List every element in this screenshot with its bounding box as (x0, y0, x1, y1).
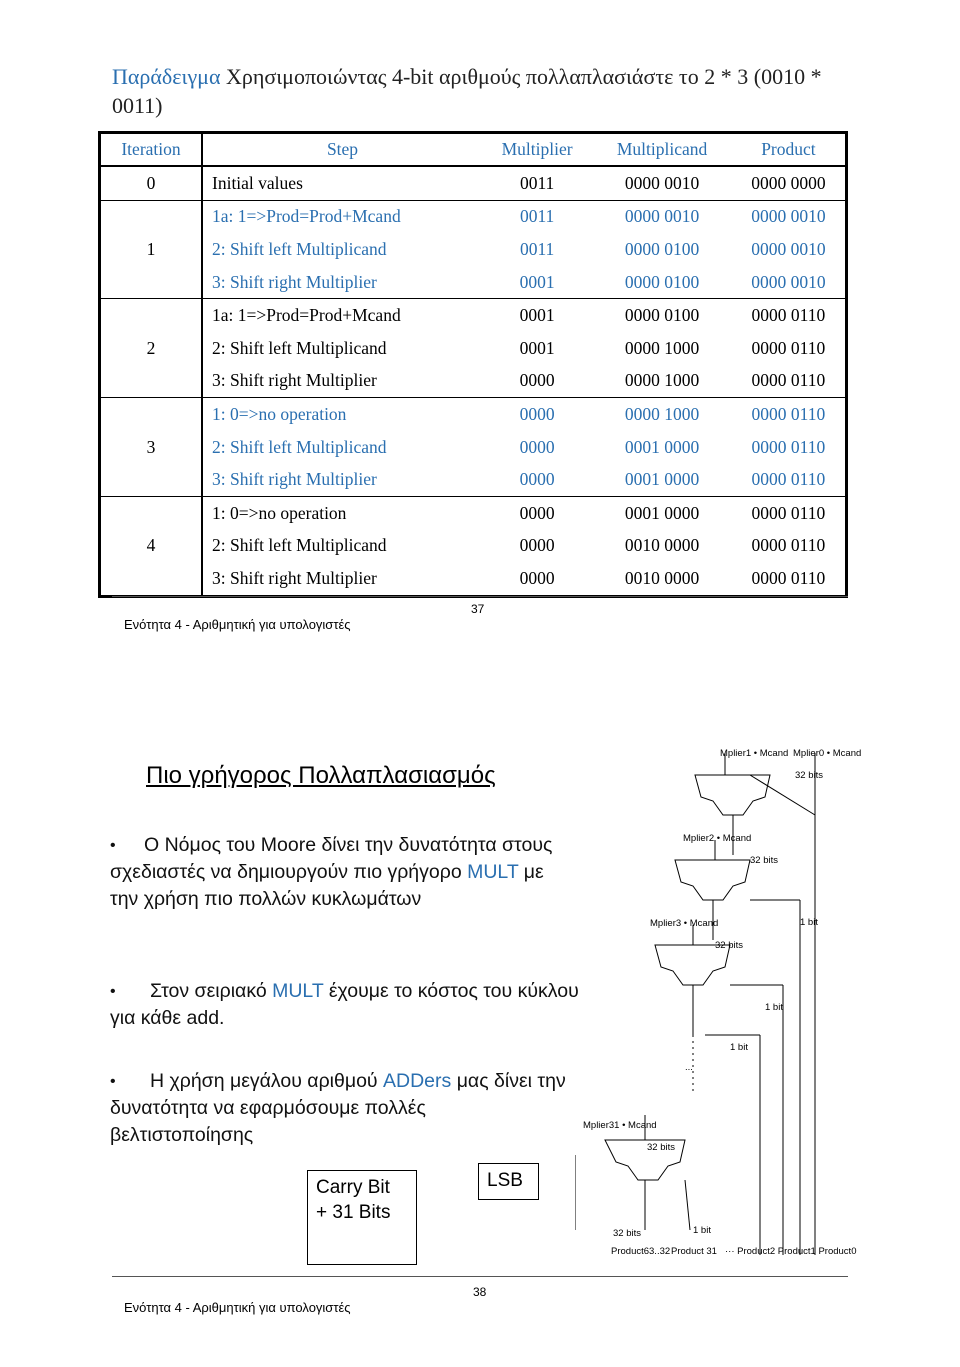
multiplier-cell: 0000 (519, 469, 555, 490)
multiplier-cell: 0011 (519, 238, 555, 259)
multiplicand-cell: 0001 0000 (624, 469, 700, 490)
step-cell: 2: Shift left Multiplicand (212, 436, 387, 457)
header-iteration: Iteration (100, 133, 203, 167)
step-cell: 1a: 1=>Prod=Prod+Mcand (202, 200, 482, 233)
adder-tree-diagram (575, 735, 865, 1267)
product-cell: 0000 0110 (751, 370, 826, 391)
title-rest: Χρησιμοποιώντας 4-bit αριθμούς πολλαπλασιάστε το 2 * 3 (0010 * 0011) (112, 64, 822, 118)
table-row (100, 463, 847, 496)
multiplier-cell: 0001 (519, 337, 555, 358)
label-32bits-2: 32 bits (750, 855, 778, 866)
slide1-title (112, 62, 832, 120)
bullet-2 (110, 978, 580, 1032)
iteration-cell (100, 562, 203, 596)
label-product-high: Product63..32 (611, 1246, 671, 1257)
table-row (100, 166, 847, 200)
product-cell: 0000 0010 (732, 200, 847, 233)
multiplier-cell: 0000 (519, 370, 555, 391)
step-cell: 2: Shift left Multiplicand (212, 238, 387, 259)
bullet-dot: • (110, 983, 116, 1000)
multiplicand-cell: 0000 0100 (624, 271, 700, 292)
iteration-cell (100, 299, 203, 332)
lsb-box: LSB (478, 1163, 539, 1200)
slide2-footer-rule (112, 1276, 848, 1277)
bullet-2-text-a: Στον σειριακό (150, 980, 273, 1002)
bullet-1-text-b: με την χρήση πιο πολλών κυκλωμάτων (110, 861, 544, 910)
product-cell: 0000 0110 (732, 299, 847, 332)
adder-1-shape (695, 775, 770, 815)
multiplier-cell: 0001 (519, 271, 555, 292)
slide1-footer: Ενότητα 4 - Αριθμητική για υπολογιστές (124, 617, 351, 632)
label-32bits-4: 32 bits (647, 1142, 675, 1153)
label-dots: ... (685, 1062, 693, 1073)
header-product: Product (732, 133, 847, 167)
slide2-page-number: 38 (473, 1285, 487, 1299)
table-row (100, 530, 847, 563)
adder-3-shape (655, 945, 730, 985)
step-cell: 2: Shift left Multiplicand (212, 337, 387, 358)
label-1bit-1: 1 bit (800, 917, 818, 928)
iteration-cell: 4 (100, 530, 203, 563)
multiplicand-cell: 0001 0000 (624, 436, 700, 457)
table-row (100, 496, 847, 529)
label-1bit-2: 1 bit (765, 1002, 783, 1013)
header-step: Step (202, 133, 482, 167)
step-cell: 2: Shift left Multiplicand (212, 535, 387, 556)
bullet-2-highlight: MULT (272, 980, 324, 1002)
iteration-cell (100, 266, 203, 299)
label-mplier0: Mplier0 • Mcand (793, 748, 862, 759)
iteration-cell (100, 365, 203, 398)
product-cell: 0000 0110 (751, 567, 826, 588)
product31-line (685, 1180, 690, 1230)
multiplicand-cell: 0000 0010 (592, 200, 732, 233)
iteration-cell: 0 (100, 166, 203, 200)
table-header-row (100, 133, 847, 167)
multiplicand-cell: 0000 1000 (624, 337, 700, 358)
step-cell: 1: 0=>no operation (202, 398, 482, 431)
multiplicand-cell: 0010 0000 (624, 567, 700, 588)
bullet-2-text-b: έχουμε το κόστος του κύκλου για κάθε add. (110, 980, 579, 1029)
label-mplier3: Mplier3 • Mcand (650, 918, 719, 929)
iteration-cell: 2 (100, 332, 203, 365)
step-cell: 1: 0=>no operation (202, 496, 482, 529)
label-32bits-3: 32 bits (715, 940, 743, 951)
iteration-cell: 1 (100, 233, 203, 266)
product-cell: 0000 0110 (751, 337, 826, 358)
label-mplier2: Mplier2 • Mcand (683, 833, 752, 844)
table-row (100, 299, 847, 332)
title-prefix: Παράδειγμα (112, 64, 221, 89)
table-row (100, 431, 847, 464)
slide1-page-number: 37 (471, 602, 485, 616)
slide1-footer-rule (112, 596, 848, 597)
step-cell: 1a: 1=>Prod=Prod+Mcand (202, 299, 482, 332)
multiplier-cell: 0001 (482, 299, 592, 332)
label-mplier31: Mplier31 • Mcand (583, 1120, 657, 1131)
multiplier-cell: 0000 (519, 436, 555, 457)
multiplicand-cell: 0010 0000 (624, 535, 700, 556)
bullet-1-text-a: Ο Νόμος του Moore δίνει την δυνατότητα στους σχεδιαστές να δημιουργούν πιο γρήγορο (110, 834, 553, 883)
bullet-dot: • (110, 1073, 116, 1090)
table-row (100, 562, 847, 596)
step-cell: Initial values (212, 172, 303, 193)
product-cell: 0000 0110 (732, 496, 847, 529)
step-cell: 3: Shift right Multiplier (212, 370, 377, 391)
multiplier-cell: 0011 (519, 172, 555, 193)
product-cell: 0000 0110 (732, 398, 847, 431)
bullet-3-text-a: Η χρήση μεγάλου αριθμού (150, 1070, 384, 1092)
slide2-title: Πιο γρήγορος Πολλαπλασιασμός (146, 762, 496, 789)
step-cell: 3: Shift right Multiplier (212, 271, 377, 292)
multiplicand-cell: 0000 0100 (592, 299, 732, 332)
product-cell: 0000 0110 (751, 436, 826, 457)
bullet-1-highlight: MULT (467, 861, 519, 883)
step-cell: 3: Shift right Multiplier (212, 469, 377, 490)
product-cell: 0000 0010 (751, 271, 826, 292)
iteration-cell (100, 496, 203, 529)
table-row (100, 365, 847, 398)
step-cell: 3: Shift right Multiplier (212, 567, 377, 588)
multiplicand-cell: 0000 0100 (624, 238, 700, 259)
bullet-3-highlight: ADDers (383, 1070, 452, 1092)
label-1bit-4: 1 bit (693, 1225, 711, 1236)
table-row (100, 233, 847, 266)
carry-bit-box: Carry Bit + 31 Bits (307, 1170, 417, 1265)
multiplicand-cell: 0000 0010 (624, 172, 700, 193)
slide2-footer: Ενότητα 4 - Αριθμητική για υπολογιστές (124, 1300, 351, 1315)
table-row (100, 266, 847, 299)
table-row (100, 200, 847, 233)
bullet-dot: • (110, 837, 116, 854)
iteration-cell (100, 398, 203, 431)
iteration-cell: 3 (100, 431, 203, 464)
label-1bit-3: 1 bit (730, 1042, 748, 1053)
multiplicand-cell: 0000 1000 (624, 370, 700, 391)
product-cell: 0000 0110 (751, 469, 826, 490)
header-multiplier: Multiplier (482, 133, 592, 167)
label-product-low: ··· Product2 Product1 Product0 (725, 1246, 857, 1257)
multiplier-cell: 0011 (482, 200, 592, 233)
multiplicand-cell: 0000 1000 (592, 398, 732, 431)
multiplier-cell: 0000 (482, 398, 592, 431)
multiplicand-cell: 0001 0000 (592, 496, 732, 529)
multiplier-cell: 0000 (519, 535, 555, 556)
table-row (100, 398, 847, 431)
product-cell: 0000 0000 (751, 172, 826, 193)
label-32bits-5: 32 bits (613, 1228, 641, 1239)
bullet-3 (110, 1068, 570, 1149)
table-row (100, 332, 847, 365)
bullet-1 (110, 832, 560, 913)
iteration-cell (100, 200, 203, 233)
header-multiplicand: Multiplicand (592, 133, 732, 167)
bullet-3-text-b: μας δίνει την δυνατότητα να εφαρμόσουμε πολλές βελτιστοποίησης (110, 1070, 566, 1146)
label-mplier1: Mplier1 • Mcand (720, 748, 789, 759)
iteration-table (98, 131, 848, 598)
label-product31: Product 31 (671, 1246, 717, 1257)
label-32bits-1: 32 bits (795, 770, 823, 781)
iteration-cell (100, 463, 203, 496)
product-cell: 0000 0010 (751, 238, 826, 259)
adder-2-shape (675, 860, 750, 900)
multiplier-cell: 0000 (482, 496, 592, 529)
product-cell: 0000 0110 (751, 535, 826, 556)
multiplier-cell: 0000 (519, 567, 555, 588)
